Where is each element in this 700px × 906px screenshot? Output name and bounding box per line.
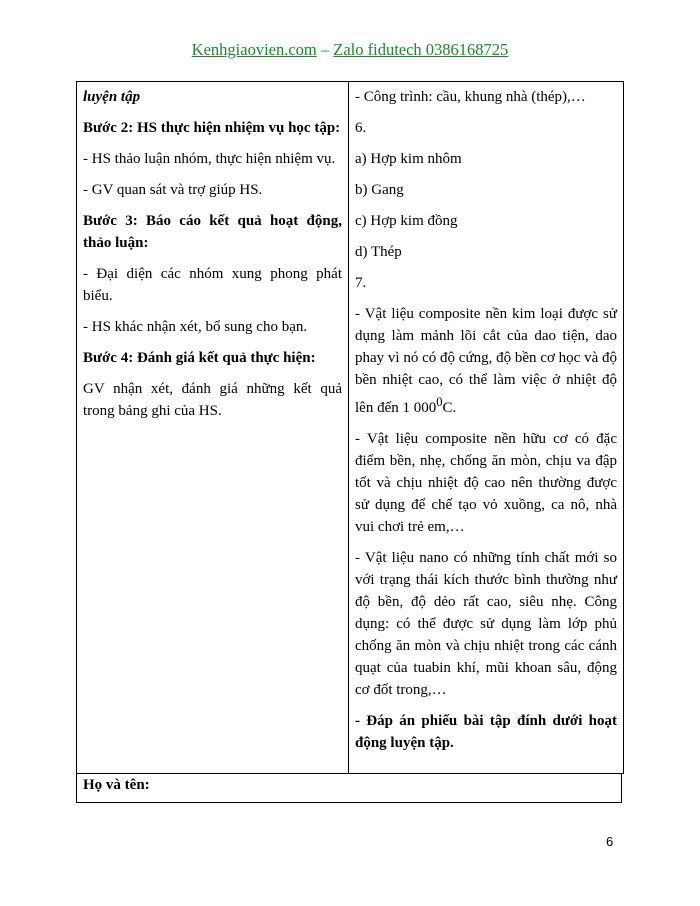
step4-text: GV nhận xét, đánh giá những kết quả trong bảng ghi của HS. <box>83 381 342 419</box>
step2-title: Bước 2: HS thực hiện nhiệm vụ học tập: <box>83 120 341 136</box>
construction-item: - Công trình: cầu, khung nhà (thép),… <box>355 89 586 105</box>
page-number: 6 <box>606 834 614 849</box>
step2-item: - HS thảo luận nhóm, thực hiện nhiệm vụ. <box>83 151 336 167</box>
question-7-number: 7. <box>355 275 367 291</box>
organic-composite-text: - Vật liệu composite nền hữu cơ có đặc điểm bền, nhẹ, chống ăn mòn, chịu va đập tốt và chịu nhiệt độ cao nên thường được sử dụng để chế tạo vỏ xuồng, ca nô, nhà vui chơi trẻ em,… <box>355 431 617 535</box>
metal-composite-body: - Vật liệu composite nền kim loại được sử dụng làm mảnh lõi cắt của dao tiện, dao phay vì nó có độ cứng, độ bền cơ học và độ bền nhiệt cao, có thể làm việc ở nhiệt độ lên đến 1 000 <box>355 306 617 416</box>
metal-composite-text <box>355 303 617 419</box>
lesson-table <box>76 81 624 774</box>
step4-title: Bước 4: Đánh giá kết quả thực hiện: <box>83 350 316 366</box>
degree-superscript: 0 <box>436 395 443 409</box>
q6-answer: b) Gang <box>355 182 404 198</box>
q6-answer: a) Hợp kim nhôm <box>355 151 462 167</box>
step3-item: - Đại diện các nhóm xung phong phát biểu. <box>83 266 342 304</box>
table-row <box>77 82 624 774</box>
step3-item: - HS khác nhận xét, bổ sung cho bạn. <box>83 319 308 335</box>
name-label: Họ và tên: <box>83 777 150 793</box>
q6-answer: d) Thép <box>355 244 402 260</box>
site-link[interactable]: Kenhgiaovien.com <box>191 40 317 59</box>
student-name-box <box>76 773 622 803</box>
q6-answer: c) Hợp kim đồng <box>355 213 458 229</box>
answer-cell <box>349 82 624 774</box>
header-separator: – <box>316 40 334 59</box>
answer-note: - Đáp án phiếu bài tập đính dưới hoạt động luyện tập. <box>355 713 617 751</box>
question-6-number: 6. <box>355 120 367 136</box>
page-header <box>0 40 700 60</box>
step3-title: Bước 3: Báo cáo kết quả hoạt động, thảo luận: <box>83 213 342 251</box>
step2-item: - GV quan sát và trợ giúp HS. <box>83 182 263 198</box>
teacher-activity-cell <box>77 82 349 774</box>
degree-unit: C. <box>442 400 457 416</box>
contact-link[interactable]: Zalo fidutech 0386168725 <box>333 40 509 59</box>
nano-material-text: - Vật liệu nano có những tính chất mới so với trạng thái kích thước bình thường như độ bền, độ dẻo rất cao, siêu nhẹ. Công dụng: có thể được sử dụng làm lớp phủ chống ăn mòn và chịu nhiệt trong các cánh quạt của tuabin khí, mũi khoan sâu, động cơ đốt trong,… <box>355 550 617 698</box>
left-heading: luyện tập <box>83 89 141 105</box>
